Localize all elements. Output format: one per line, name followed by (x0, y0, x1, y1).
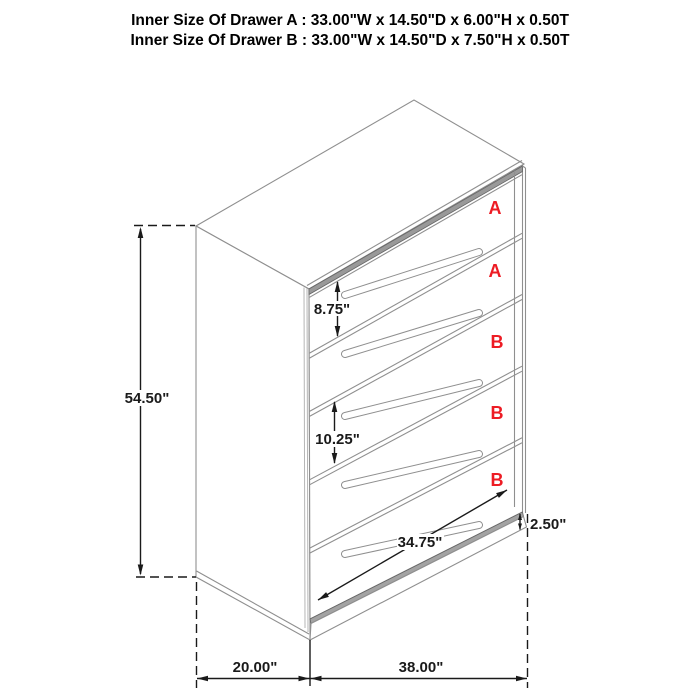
drawer-4-label: B (490, 403, 504, 423)
width-arrow-right-icon (516, 676, 527, 682)
title-line-1: Inner Size Of Drawer A : 33.00"W x 14.50"D x 6.00"H x 0.50T (131, 12, 569, 29)
width-arrow-left-icon (311, 676, 322, 682)
drawer-width-dimension-label: 34.75" (397, 534, 443, 551)
depth-arrow-right-icon (299, 676, 310, 682)
chest-drawing (196, 100, 527, 640)
base-dimension-label: 2.50" (530, 516, 567, 533)
drawer-2-label: A (488, 261, 502, 281)
drawer-1-label: A (488, 198, 502, 218)
title-line-2: Inner Size Of Drawer B : 33.00"W x 14.50"D x 7.50"H x 0.50T (130, 32, 570, 49)
depth-arrow-left-icon (197, 676, 208, 682)
height-dimension-label: 54.50" (124, 390, 170, 407)
height-arrow-up-icon (138, 227, 144, 238)
depth-dimension-label: 20.00" (232, 659, 278, 676)
drawer-b-dimension-label: 10.25" (315, 431, 360, 448)
drawer-a-dimension-label: 8.75" (313, 301, 351, 318)
cabinet-side-panel (196, 226, 310, 640)
drawer-5-label: B (490, 470, 504, 490)
width-dimension-label: 38.00" (398, 659, 444, 676)
height-arrow-down-icon (138, 565, 144, 576)
drawer-3-label: B (490, 332, 504, 352)
